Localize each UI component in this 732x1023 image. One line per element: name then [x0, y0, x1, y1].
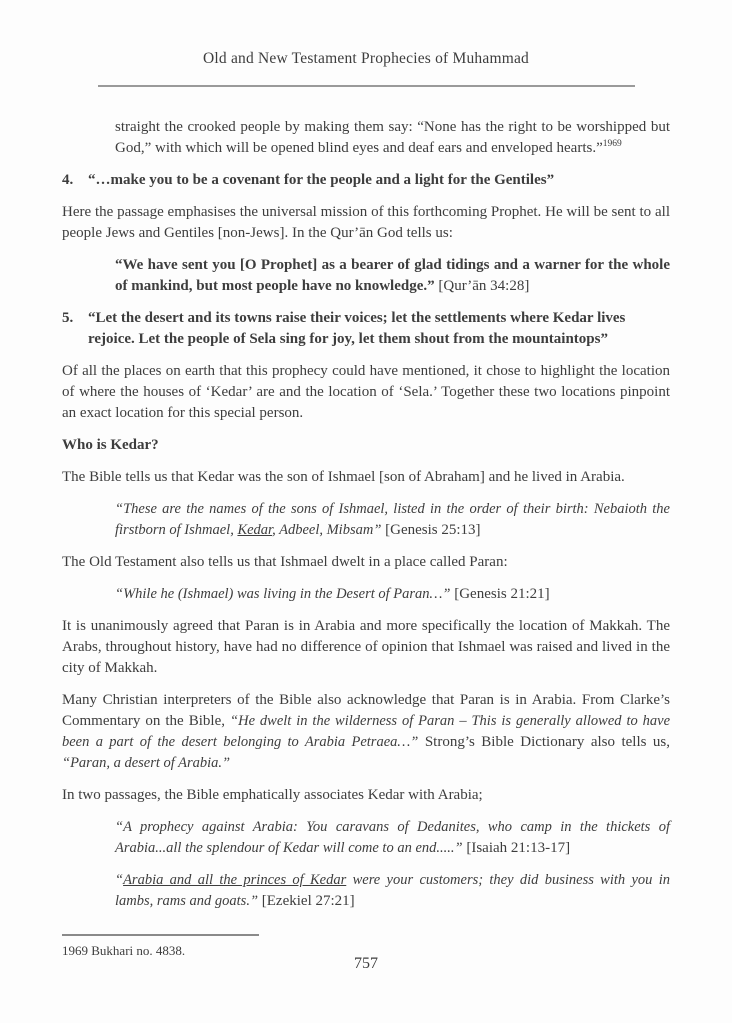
- section-5-heading: [62, 308, 670, 350]
- section-4-title: “…make you to be a covenant for the people and a light for the Gentiles”: [88, 172, 555, 188]
- strongs-quote-text: “Paran, a desert of Arabia.”: [62, 755, 231, 771]
- section-5-title: “Let the desert and its towns raise their voices; let the settlements where Kedar lives rejoice. Let the people of Sela sing for joy, let them shout from the mountaintops”: [88, 310, 626, 347]
- paragraph-bible-kedar: The Bible tells us that Kedar was the son of Ishmael [son of Abraham] and he lived in Arabia.: [62, 469, 625, 485]
- isaiah-quote-block: [115, 817, 670, 859]
- paragraph-two-passages: In two passages, the Bible emphatically associates Kedar with Arabia;: [62, 787, 483, 803]
- clarke-lead-text: Many Christian interpreters of the Bible also acknowledge that Paran is in Arabia. From Clarke’s Commentary on the Bible,: [62, 692, 670, 729]
- header-rule: [98, 85, 635, 87]
- section-4-heading: [62, 170, 670, 191]
- page-number: 757: [354, 955, 378, 972]
- ezekiel-open-quote: “: [115, 872, 124, 888]
- ezekiel-underlined-phrase: Arabia and all the princes of Kedar: [123, 872, 347, 888]
- clarke-quote-text: “He dwelt in the wilderness of Paran – This is generally allowed to have been a part of the desert belonging to Arabia Petraea…”: [62, 713, 671, 750]
- genesis-21-citation: [Genesis 21:21]: [450, 586, 550, 602]
- footnote-separator-rule: [62, 934, 259, 936]
- paragraph-paran: The Old Testament also tells us that Ishmael dwelt in a place called Paran:: [62, 554, 508, 570]
- subheading-who-is-kedar: Who is Kedar?: [62, 437, 159, 453]
- strongs-middle-text: Strong’s Bible Dictionary also tells us,: [418, 734, 670, 750]
- paragraph-clarke-commentary: [62, 690, 670, 774]
- paragraph-universal-mission: Here the passage emphasises the universal mission of this forthcoming Prophet. He will be sent to all people Jews and Gentiles [non-Jews]. In the Qur’ān God tells us:: [62, 204, 670, 241]
- paragraph-makkah: It is unanimously agreed that Paran is in Arabia and more specifically the location of Makkah. The Arabs, throughout history, have had no difference of opinion that Ishmael was raised and lived in the city of Makkah.: [62, 618, 670, 676]
- section-5-number: 5.: [62, 310, 74, 326]
- carryover-quote-text: straight the crooked people by making them say: “None has the right to be worshipped but God,” with which will be opened blind eyes and deaf ears and enveloped hearts.”: [115, 119, 670, 156]
- genesis-21-quote-text: “While he (Ishmael) was living in the Desert of Paran…”: [115, 586, 451, 602]
- carryover-quote-paragraph: [115, 117, 670, 159]
- footnote-text: 1969 Bukhari no. 4838.: [62, 943, 186, 958]
- genesis-25-quote-block: [115, 499, 670, 541]
- paragraph-places: Of all the places on earth that this prophecy could have mentioned, it chose to highlight the location of where the houses of ‘Kedar’ are and the location of ‘Sela.’ Together these two locations pinpoint an exact location for this special person.: [62, 363, 670, 421]
- ezekiel-quote-rest: were your customers; they did business with you in lambs, rams and goats.”: [115, 872, 671, 909]
- genesis-25-underlined-kedar: Kedar: [237, 522, 273, 538]
- isaiah-citation: [Isaiah 21:13-17]: [462, 840, 571, 856]
- section-4-number: 4.: [62, 172, 74, 188]
- quran-quote-citation: [Qur’ān 34:28]: [434, 278, 530, 294]
- genesis-21-quote-block: [115, 584, 670, 605]
- quran-quote-text: “We have sent you [O Prophet] as a bearer of glad tidings and a warner for the whole of mankind, but most people have no knowledge.”: [115, 257, 670, 294]
- ezekiel-citation: [Ezekiel 27:21]: [258, 893, 355, 909]
- footnote-reference: 1969: [602, 139, 622, 149]
- genesis-25-quote-tail: , Adbeel, Mibsam”: [272, 522, 382, 538]
- quran-quote-block: [115, 255, 670, 297]
- genesis-25-quote-lead: “These are the names of the sons of Ishmael, listed in the order of their birth: Nebaioth the firstborn of Ishmael,: [115, 501, 670, 538]
- page-header-title: Old and New Testament Prophecies of Muhammad: [203, 50, 529, 67]
- isaiah-quote-text: “A prophecy against Arabia: You caravans of Dedanites, who camp in the thickets of Arabia...all the splendour of Kedar will come to an end.....”: [115, 819, 670, 856]
- genesis-25-citation: [Genesis 25:13]: [381, 522, 481, 538]
- ezekiel-quote-block: [115, 870, 670, 912]
